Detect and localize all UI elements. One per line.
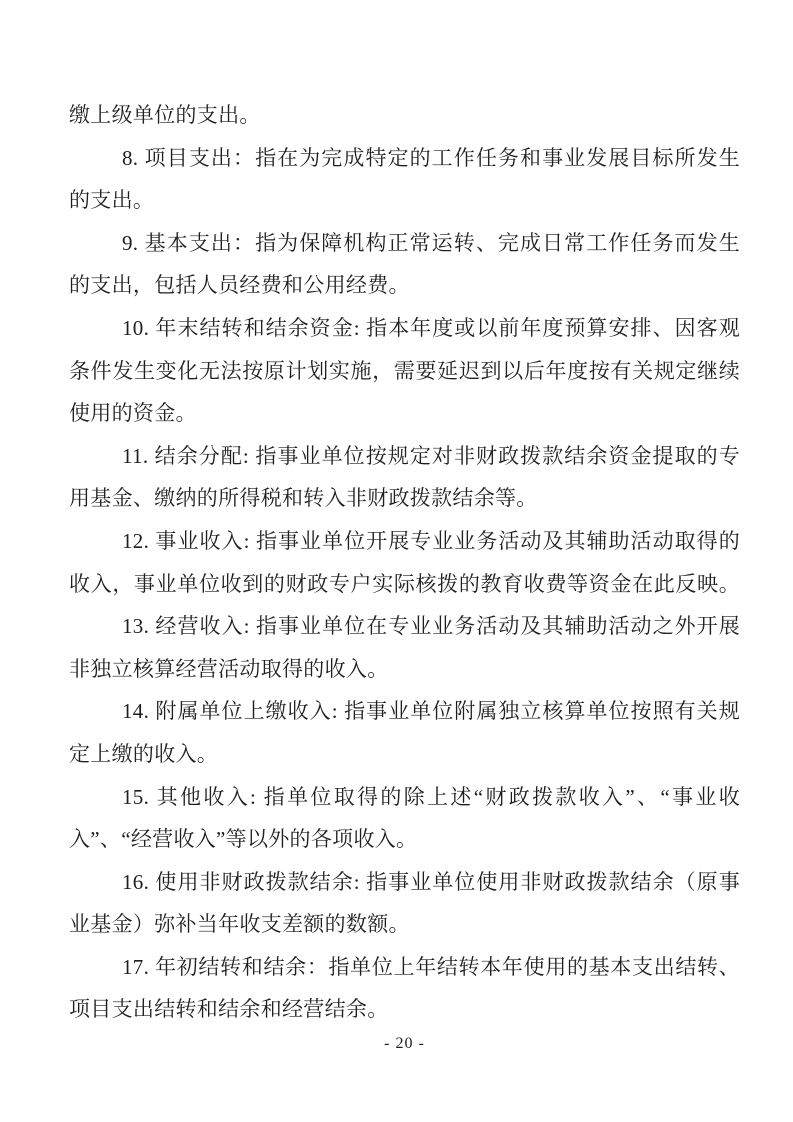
text-line: 13. 经营收入: 指事业单位在专业业务活动及其辅助活动之外开展 [122, 614, 740, 639]
text-line: 业基金）弥补当年收支差额的数额。 [69, 912, 410, 937]
text-line: 9. 基本支出：指为保障机构正常运转、完成日常工作任务而发生 [122, 230, 740, 255]
text-line: 15. 其他收入: 指单位取得的除上述“财政拨款收入”、“事业收 [122, 784, 740, 809]
text-line: 收入，事业单位收到的财政专户实际核拨的教育收费等资金在此反映。 [69, 571, 740, 596]
text-line: 17. 年初结转和结余：指单位上年结转本年使用的基本支出结转、 [122, 954, 740, 979]
text-line: 8. 项目支出：指在为完成特定的工作任务和事业发展目标所发生 [122, 145, 740, 170]
text-line: 使用的资金。 [69, 401, 197, 426]
text-line: 用基金、缴纳的所得税和转入非财政拨款结余等。 [69, 486, 538, 511]
text-line: 11. 结余分配: 指事业单位按规定对非财政拨款结余资金提取的专 [122, 443, 740, 468]
text-line: 项目支出结转和结余和经营结余。 [69, 997, 389, 1022]
text-line: 缴上级单位的支出。 [69, 103, 261, 127]
page-number: - 20 - [384, 1035, 425, 1053]
text-line: 12. 事业收入: 指事业单位开展专业业务活动及其辅助活动取得的 [122, 528, 740, 553]
text-line: 定上缴的收入。 [69, 741, 219, 766]
text-line: 的支出，包括人员经费和公用经费。 [69, 273, 410, 298]
text-line: 14. 附属单位上缴收入: 指事业单位附属独立核算单位按照有关规 [122, 699, 740, 724]
text-line: 非独立核算经营活动取得的收入。 [69, 656, 389, 681]
text-line: 的支出。 [69, 188, 155, 213]
text-line: 16. 使用非财政拨款结余: 指事业单位使用非财政拨款结余（原事 [122, 869, 740, 894]
text-line: 条件发生变化无法按原计划实施，需要延迟到以后年度按有关规定继续 [69, 358, 740, 383]
text-line: 10. 年末结转和结余资金: 指本年度或以前年度预算安排、因客观 [122, 315, 740, 340]
text-line: 入”、“经营收入”等以外的各项收入。 [69, 827, 418, 852]
